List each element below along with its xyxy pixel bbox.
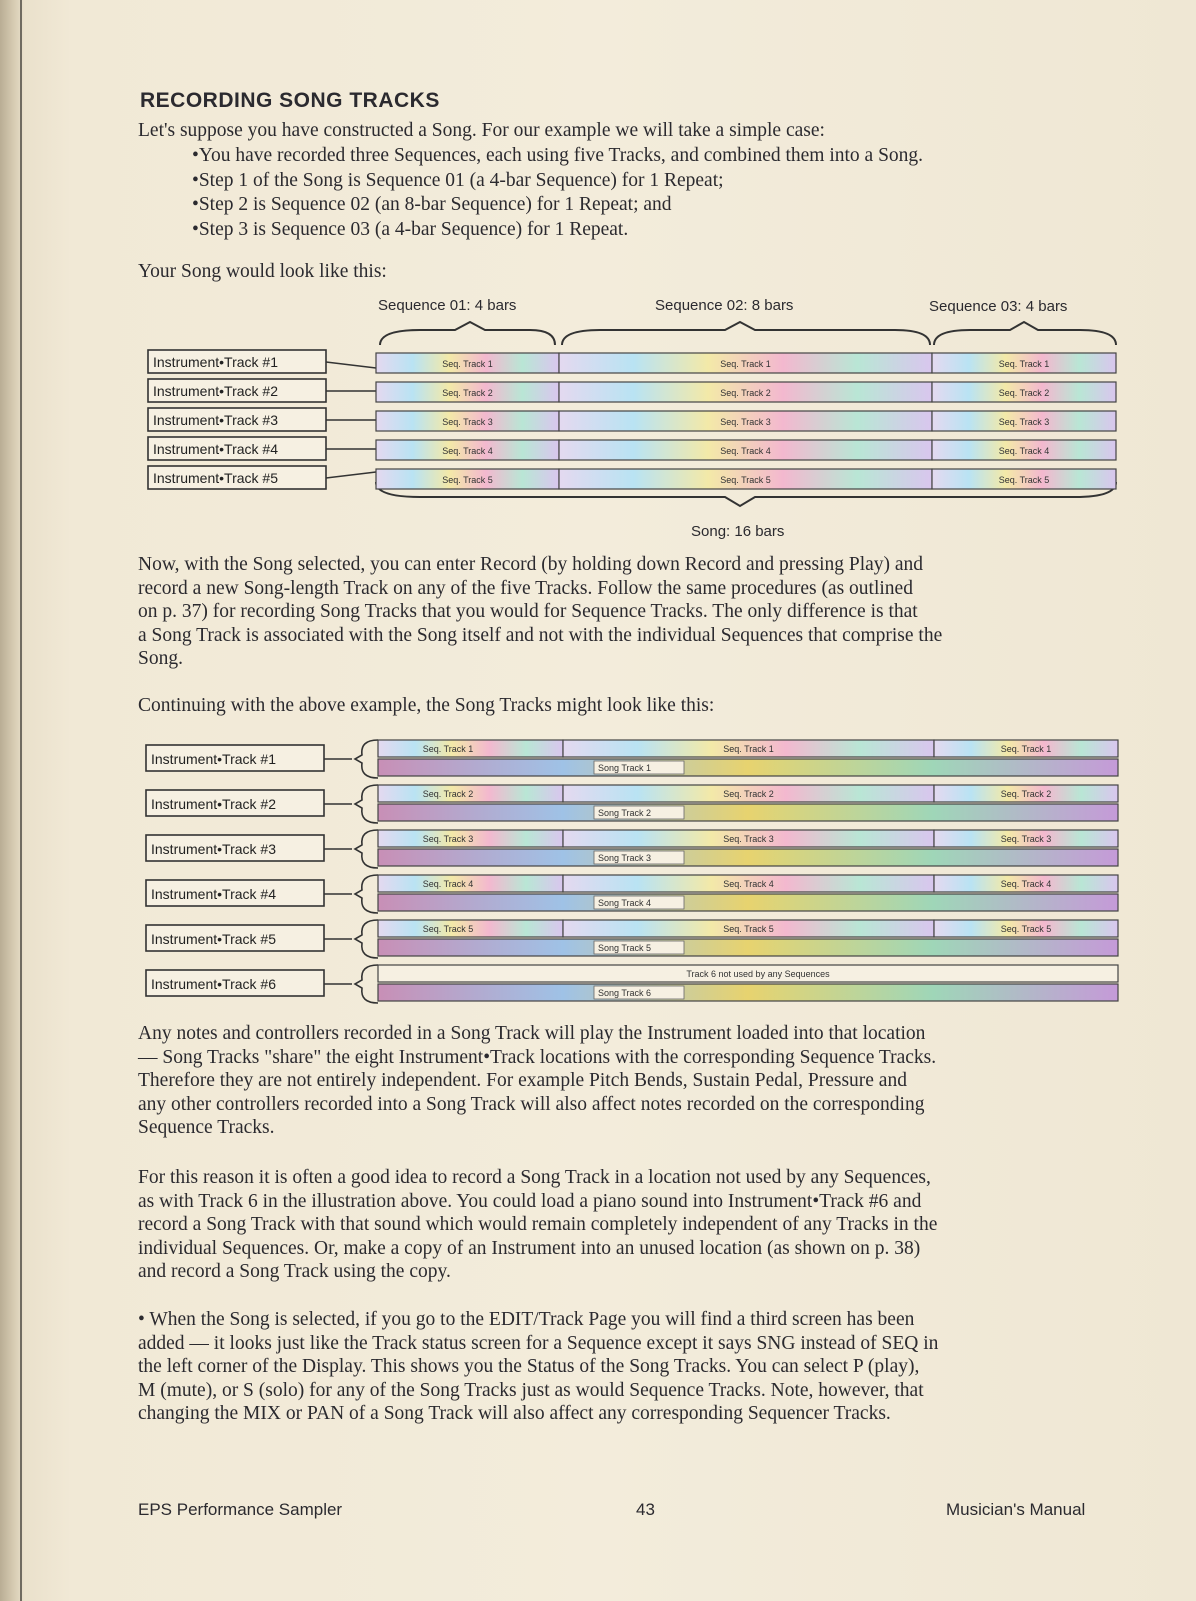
sequence-track-label: Seq. Track 4 bbox=[422, 879, 474, 889]
instrument-connector-line bbox=[326, 362, 376, 368]
sequence-02-label: Sequence 02: 8 bars bbox=[655, 297, 794, 314]
sequence-track-label: Seq. Track 3 bbox=[723, 834, 774, 844]
instrument-track-label: Instrument•Track #4 bbox=[151, 886, 276, 902]
track-group-brace bbox=[355, 740, 378, 778]
sequence-track-label: Seq. Track 2 bbox=[723, 789, 774, 799]
paragraph-line: changing the MIX or PAN of a Song Track will also affect any corresponding Sequencer Tracks. bbox=[138, 1403, 891, 1424]
paragraph-line: a Song Track is associated with the Song itself and not with the individual Sequences that comprise the bbox=[138, 624, 943, 646]
track-group-brace bbox=[355, 920, 378, 958]
sequence-track-label: Seq. Track 5 bbox=[422, 924, 474, 934]
sequence-track-label: Seq. Track 2 bbox=[720, 388, 771, 398]
sequence-03-label: Sequence 03: 4 bars bbox=[929, 298, 1068, 315]
sequence-track-label: Seq. Track 5 bbox=[720, 475, 771, 485]
song-look-intro: Your Song would look like this: bbox=[138, 261, 387, 282]
song-track-bar bbox=[378, 759, 1118, 776]
sequence-track-label: Seq. Track 1 bbox=[1000, 744, 1052, 754]
sequence-track-label: Seq. Track 4 bbox=[998, 446, 1050, 456]
footer-manual-name: Musician's Manual bbox=[946, 1500, 1086, 1519]
paragraph-line: M (mute), or S (solo) for any of the Song Tracks just as would Sequence Tracks. Note, however, that bbox=[138, 1379, 924, 1401]
instrument-track-label: Instrument•Track #5 bbox=[151, 931, 276, 947]
paragraph-line: individual Sequences. Or, make a copy of an Instrument into an unused location (as shown on p. 38) bbox=[138, 1237, 921, 1259]
track-group-brace bbox=[355, 875, 378, 913]
sequence-track-label: Seq. Track 4 bbox=[720, 446, 771, 456]
song-track-label: Song Track 3 bbox=[598, 853, 652, 863]
track-group-brace bbox=[355, 965, 378, 1003]
song-track-bar bbox=[378, 894, 1118, 911]
paragraph-line: For this reason it is often a good idea to record a Song Track in a location not used by any Sequences, bbox=[138, 1167, 931, 1188]
bullet-item: • Step 3 is Sequence 03 (a 4-bar Sequence) for 1 Repeat. bbox=[192, 218, 1112, 243]
paragraph-line: record a new Song-length Track on any of the five Tracks. Follow the same procedures (as outlined bbox=[138, 577, 913, 599]
sequence-track-label: Seq. Track 4 bbox=[1000, 879, 1052, 889]
sequence-track-label: Seq. Track 2 bbox=[1000, 789, 1052, 799]
sequence-01-brace bbox=[380, 322, 555, 345]
song-track-label: Song Track 2 bbox=[598, 808, 652, 818]
instrument-track-label: Instrument•Track #2 bbox=[153, 383, 278, 399]
instrument-track-label: Instrument•Track #5 bbox=[153, 470, 278, 486]
sequence-track-label: Seq. Track 3 bbox=[442, 417, 493, 427]
instrument-track-label: Instrument•Track #4 bbox=[153, 441, 278, 457]
paragraph-line: added — it looks just like the Track status screen for a Sequence except it says SNG instead of SEQ in bbox=[138, 1332, 939, 1354]
sequence-track-label: Seq. Track 3 bbox=[422, 834, 474, 844]
song-track-bar bbox=[378, 849, 1118, 866]
song-track-bar bbox=[378, 984, 1118, 1001]
sequence-track-label: Seq. Track 2 bbox=[998, 388, 1050, 398]
footer-product-name: EPS Performance Sampler bbox=[138, 1500, 343, 1519]
sequence-track-label: Seq. Track 3 bbox=[720, 417, 771, 427]
paragraph-line: Sequence Tracks. bbox=[138, 1117, 275, 1138]
intro-paragraph: Let's suppose you have constructed a Song. For our example we will take a simple case: bbox=[138, 120, 825, 141]
bullet-item: • Step 1 of the Song is Sequence 01 (a 4-bar Sequence) for 1 Repeat; bbox=[192, 169, 1112, 194]
song-tracks-intro: Continuing with the above example, the Song Tracks might look like this: bbox=[138, 695, 715, 716]
song-track-bar bbox=[378, 939, 1118, 956]
paragraph-line: and record a Song Track using the copy. bbox=[138, 1261, 451, 1282]
footer-page-number: 43 bbox=[636, 1500, 655, 1519]
sequence-01-label: Sequence 01: 4 bars bbox=[378, 297, 517, 314]
paragraph-line: the left corner of the Display. This shows you the Status of the Song Tracks. You can select P (play), bbox=[138, 1356, 920, 1377]
sequence-track-label: Seq. Track 1 bbox=[998, 359, 1050, 369]
sequence-track-label: Seq. Track 5 bbox=[723, 924, 774, 934]
song-length-label: Song: 16 bars bbox=[691, 523, 785, 540]
sequence-track-label: Seq. Track 3 bbox=[1000, 834, 1052, 844]
sequence-track-label: Seq. Track 5 bbox=[442, 475, 493, 485]
sequence-track-label: Seq. Track 5 bbox=[1000, 924, 1052, 934]
paragraph-line: Any notes and controllers recorded in a Song Track will play the Instrument loaded into that location bbox=[138, 1023, 926, 1044]
sequence-track-label: Seq. Track 4 bbox=[442, 446, 493, 456]
song-track-label: Song Track 1 bbox=[598, 763, 652, 773]
track6-note-label: Track 6 not used by any Sequences bbox=[686, 969, 830, 979]
paragraph-line: on p. 37) for recording Song Tracks that you would for Sequence Tracks. The only difference is that bbox=[138, 601, 918, 622]
bullet-item: • Step 2 is Sequence 02 (an 8-bar Sequence) for 1 Repeat; and bbox=[192, 193, 1112, 218]
instrument-track-label: Instrument•Track #2 bbox=[151, 796, 276, 812]
song-track-label: Song Track 4 bbox=[598, 898, 652, 908]
instrument-track-label: Instrument•Track #6 bbox=[151, 976, 276, 992]
sequence-track-label: Seq. Track 5 bbox=[998, 475, 1050, 485]
instrument-track-label: Instrument•Track #3 bbox=[151, 841, 276, 857]
paragraph-line: • When the Song is selected, if you go to the EDIT/Track Page you will find a third screen has been bbox=[138, 1309, 915, 1330]
sequence-02-brace bbox=[562, 322, 930, 345]
song-track-label: Song Track 6 bbox=[598, 988, 652, 998]
sequence-track-label: Seq. Track 1 bbox=[720, 359, 771, 369]
paragraph-line: Song. bbox=[138, 648, 183, 669]
track-group-brace bbox=[355, 785, 378, 823]
sequence-track-label: Seq. Track 2 bbox=[442, 388, 493, 398]
instrument-track-label: Instrument•Track #3 bbox=[153, 412, 278, 428]
sequence-track-label: Seq. Track 1 bbox=[422, 744, 474, 754]
sequence-track-label: Seq. Track 3 bbox=[998, 417, 1050, 427]
sequence-track-label: Seq. Track 2 bbox=[422, 789, 474, 799]
sequence-track-label: Seq. Track 1 bbox=[442, 359, 493, 369]
track-group-brace bbox=[355, 830, 378, 868]
bullet-item: • You have recorded three Sequences, each using five Tracks, and combined them into a Song. bbox=[192, 144, 1112, 169]
song-track-bar bbox=[378, 804, 1118, 821]
instrument-track-label: Instrument•Track #1 bbox=[153, 354, 278, 370]
paragraph-line: — Song Tracks "share" the eight Instrument•Track locations with the corresponding Sequence Tracks. bbox=[138, 1046, 937, 1068]
paragraph-line: any other controllers recorded into a Song Track will also affect notes recorded on the corresponding bbox=[138, 1093, 925, 1115]
sequence-track-label: Seq. Track 1 bbox=[723, 744, 774, 754]
instrument-track-label: Instrument•Track #1 bbox=[151, 751, 276, 767]
paragraph-line: as with Track 6 in the illustration above. You could load a piano sound into Instrument•Track #6 and bbox=[138, 1190, 922, 1212]
song-track-label: Song Track 5 bbox=[598, 943, 652, 953]
instrument-connector-line bbox=[326, 472, 376, 478]
sequence-03-brace bbox=[934, 322, 1116, 345]
sequence-track-label: Seq. Track 4 bbox=[723, 879, 774, 889]
section-heading: RECORDING SONG TRACKS bbox=[140, 89, 440, 112]
paragraph-line: Therefore they are not entirely independent. For example Pitch Bends, Sustain Pedal, Pressure and bbox=[138, 1070, 907, 1091]
paragraph-line: Now, with the Song selected, you can enter Record (by holding down Record and pressing Play) and bbox=[138, 554, 924, 575]
paragraph-line: record a Song Track with that sound which would remain completely independent of any Tracks in the bbox=[138, 1214, 938, 1235]
